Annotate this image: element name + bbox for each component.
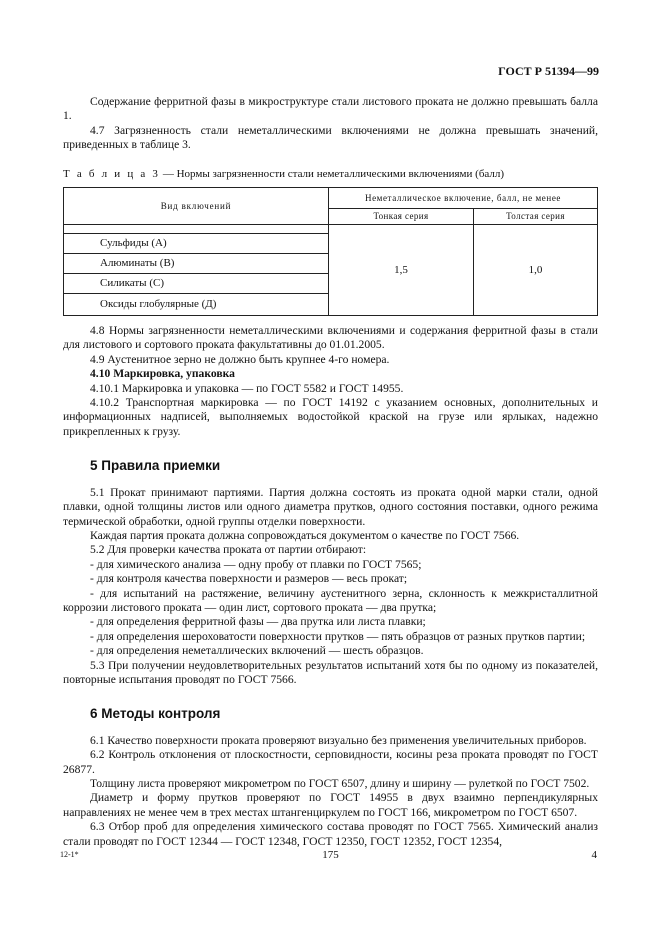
paragraph-ferrite: Содержание ферритной фазы в микроструктуре стали листового проката не должно превышать балла 1. bbox=[63, 95, 598, 123]
standard-code: ГОСТ Р 51394—99 bbox=[498, 64, 599, 78]
list-item: - для определения ферритной фазы — два прутка или листа плавки; bbox=[90, 615, 426, 629]
paragraph-4-10-1: 4.10.1 Маркировка и упаковка — по ГОСТ 5582 и ГОСТ 14955. bbox=[90, 381, 404, 395]
footer-print-mark: 12-1* bbox=[60, 850, 79, 859]
paragraph-4-10-2: 4.10.2 Транспортная маркировка — по ГОСТ 14192 с указанием основных, дополнительных и информационных надписей, выполняемых водостойкой краской на грузе или ярлыках, надежно прикрепленных к грузу. bbox=[63, 396, 598, 438]
table-row-sulfides: Сульфиды (А) bbox=[64, 234, 329, 254]
paragraph-6-3: 6.3 Отбор проб для определения химического состава проводят по ГОСТ 7565. Химический анализ стали проводят по ГОСТ 12344 — ГОСТ 12348, ГОСТ 12350, ГОСТ 12352, ГОСТ 12354, bbox=[63, 820, 598, 848]
paragraph-6-1: 6.1 Качество поверхности проката проверяют визуально без применения увеличительных приборов. bbox=[90, 733, 587, 747]
paragraph-5-3: 5.3 При получении неудовлетворительных результатов испытаний хотя бы по одному из показателей, повторные испытания проводят по ГОСТ 7566. bbox=[63, 658, 598, 686]
header-thin: Тонкая серия bbox=[329, 209, 474, 225]
table-row-aluminates: Алюминаты (В) bbox=[64, 254, 329, 274]
table-row-oxides: Оксиды глобулярные (Д) bbox=[64, 294, 329, 316]
paragraph-5-1: 5.1 Прокат принимают партиями. Партия должна состоять из проката одной марки стали, одной плавки, одной толщины листов или одного диаметра прутков, одного состояния поставки, одного режима термической обработки, одной группы отделки поверхности. bbox=[63, 485, 598, 528]
page-content bbox=[63, 95, 598, 849]
list-item: - для контроля качества поверхности и размеров — весь прокат; bbox=[90, 572, 408, 586]
value-thin: 1,5 bbox=[329, 225, 474, 316]
list-item: - для испытаний на растяжение, величину аустенитного зерна, склонность к межкристаллитной коррозии листового проката — один лист, сортового проката — два прутка; bbox=[63, 586, 598, 614]
paragraph-4-7: 4.7 Загрязненность стали неметаллическими включениями не должна превышать значений, приведенных в таблице 3. bbox=[63, 123, 598, 152]
section-6-title: 6 Методы контроля bbox=[90, 706, 221, 722]
paragraph-4-9: 4.9 Аустенитное зерно не должно быть крупнее 4-го номера. bbox=[90, 352, 390, 366]
header-thick: Толстая серия bbox=[474, 209, 598, 225]
paragraph-4-8: 4.8 Нормы загрязненности неметаллическими включениями и содержания ферритной фазы в стали для листового и сортового проката факультативны до 01.01.2005. bbox=[63, 324, 598, 352]
paragraph-5-1-doc: Каждая партия проката должна сопровождаться документом о качестве по ГОСТ 7566. bbox=[90, 528, 520, 542]
table-caption-label: Т а б л и ц а 3 bbox=[63, 167, 161, 180]
footer-page-number: 4 bbox=[591, 849, 597, 861]
footer-sheet-number: 175 bbox=[322, 849, 339, 861]
paragraph-4-10: 4.10 Маркировка, упаковка bbox=[90, 367, 235, 381]
table-row-silicates: Силикаты (С) bbox=[64, 274, 329, 294]
table-caption-text: — Нормы загрязненности стали неметаллическими включениями (балл) bbox=[160, 167, 505, 180]
list-item: - для химического анализа — одну пробу от плавки по ГОСТ 7565; bbox=[90, 557, 422, 571]
table-gap bbox=[64, 225, 329, 234]
paragraph-6-2-thickness: Толщину листа проверяют микрометром по ГОСТ 6507, длину и ширину — рулеткой по ГОСТ 7502. bbox=[90, 777, 590, 790]
value-thick: 1,0 bbox=[474, 225, 598, 316]
list-item: - для определения шероховатости поверхности прутков — пять образцов от разных прутков партии; bbox=[90, 629, 586, 643]
paragraph-6-2-diameter: Диаметр и форму прутков проверяют по ГОСТ 14955 в двух взаимно перпендикулярных направлениях не менее чем в трех местах штангенциркулем по ГОСТ 166, микрометром по ГОСТ 6507. bbox=[63, 791, 598, 819]
paragraph-6-2: 6.2 Контроль отклонения от плоскостности, серповидности, косины реза проката проводят по ГОСТ 26877. bbox=[63, 748, 598, 776]
paragraph-5-2: 5.2 Для проверки качества проката от партии отбирают: bbox=[90, 543, 367, 557]
list-item: - для определения неметаллических включений — шесть образцов. bbox=[90, 644, 424, 658]
header-group: Неметаллическое включение, балл, не менее bbox=[329, 188, 598, 209]
table-caption bbox=[63, 167, 598, 181]
header-vid: Вид включений bbox=[64, 188, 329, 225]
section-5-title: 5 Правила приемки bbox=[90, 458, 221, 474]
inclusions-table bbox=[63, 187, 598, 316]
